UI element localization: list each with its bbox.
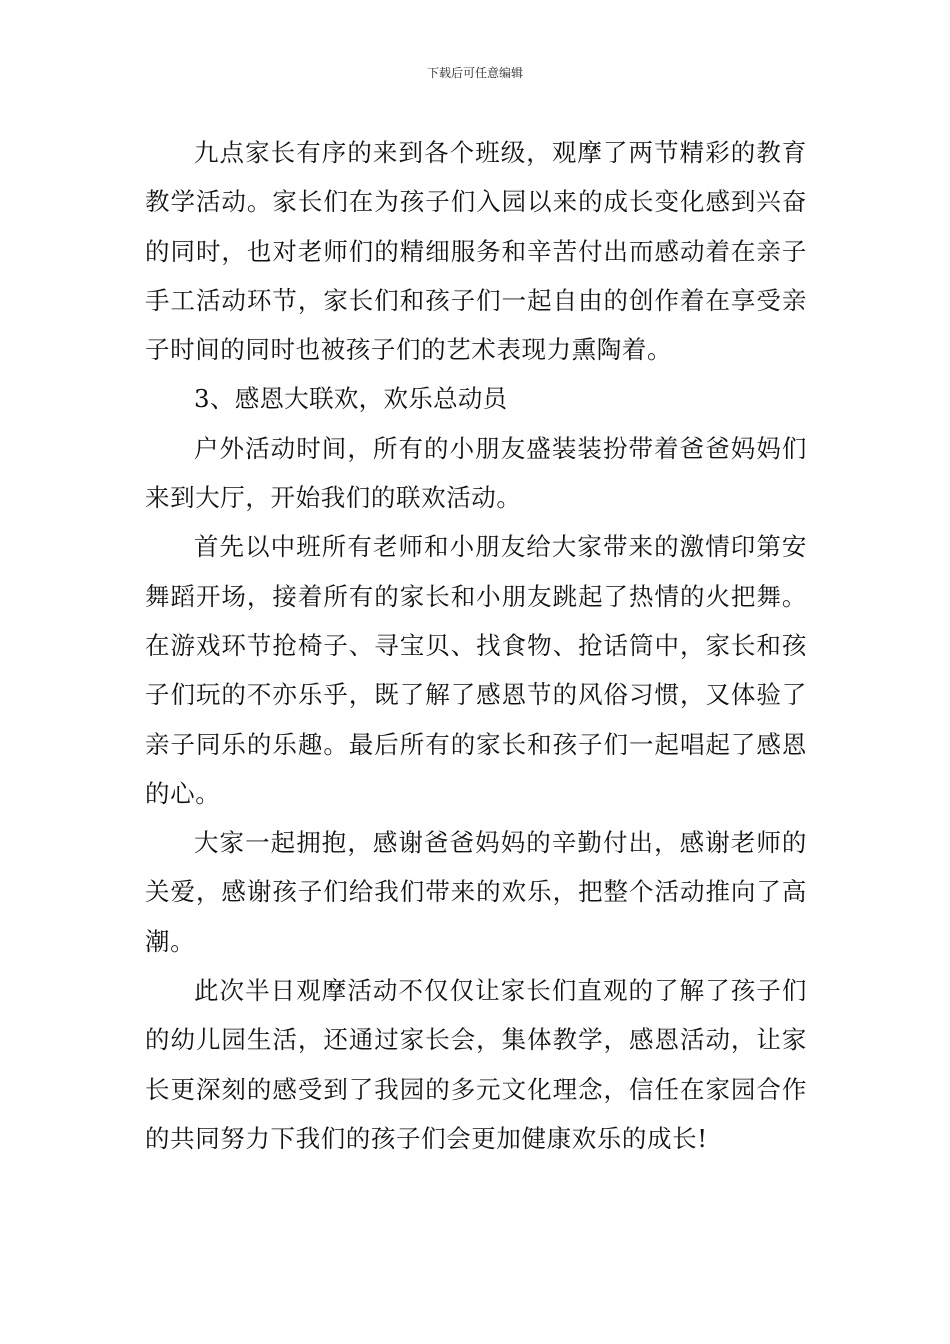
paragraph-hugs-and-thanks: 大家一起拥抱，感谢爸爸妈妈的辛勤付出，感谢老师的关爱，感谢孩子们给我们带来的欢乐，把整个活动推向了高 潮。	[145, 828, 807, 956]
document-body	[145, 128, 807, 1163]
paragraph-dance-and-games: 首先以中班所有老师和小朋友给大家带来的激情印第安舞蹈开场，接着所有的家长和小朋友跳起了热情的火把舞。在游戏环节抢椅子、寻宝贝、找食物、抢话筒中，家长和孩子们玩的不亦乐乎，既了解了感恩节的风俗习惯，又体验了亲子同乐的乐趣。最后所有的家长和孩子们一起唱起了感恩的心。	[145, 532, 807, 808]
section-heading-thanksgiving-party: 3、感恩大联欢，欢乐总动员	[194, 384, 508, 414]
paragraph-outdoor-activity: 户外活动时间，所有的小朋友盛装装扮带着爸爸妈妈们来到大厅，开始我们的联欢活动。	[145, 433, 807, 513]
page-header: 下载后可任意编辑	[426, 66, 523, 80]
paragraph-conclusion: 此次半日观摩活动不仅仅让家长们直观的了解了孩子们的幼儿园生活，还通过家长会，集体教学，感恩活动，让家长更深刻的感受到了我园的多元文化理念，信任在家园合作的共同努力下我们的孩子们会更加健康欢乐的成长!	[145, 976, 807, 1153]
paragraph-classroom-observation: 九点家长有序的来到各个班级，观摩了两节精彩的教育教学活动。家长们在为孩子们入园以来的成长变化感到兴奋的同时，也对老师们的精细服务和辛苦付出而感动着在亲子手工活动环节，家长们和孩子们一起自由的创作着在享受亲子时间的同时也被孩子们的艺术表现力熏陶着。	[145, 138, 807, 365]
